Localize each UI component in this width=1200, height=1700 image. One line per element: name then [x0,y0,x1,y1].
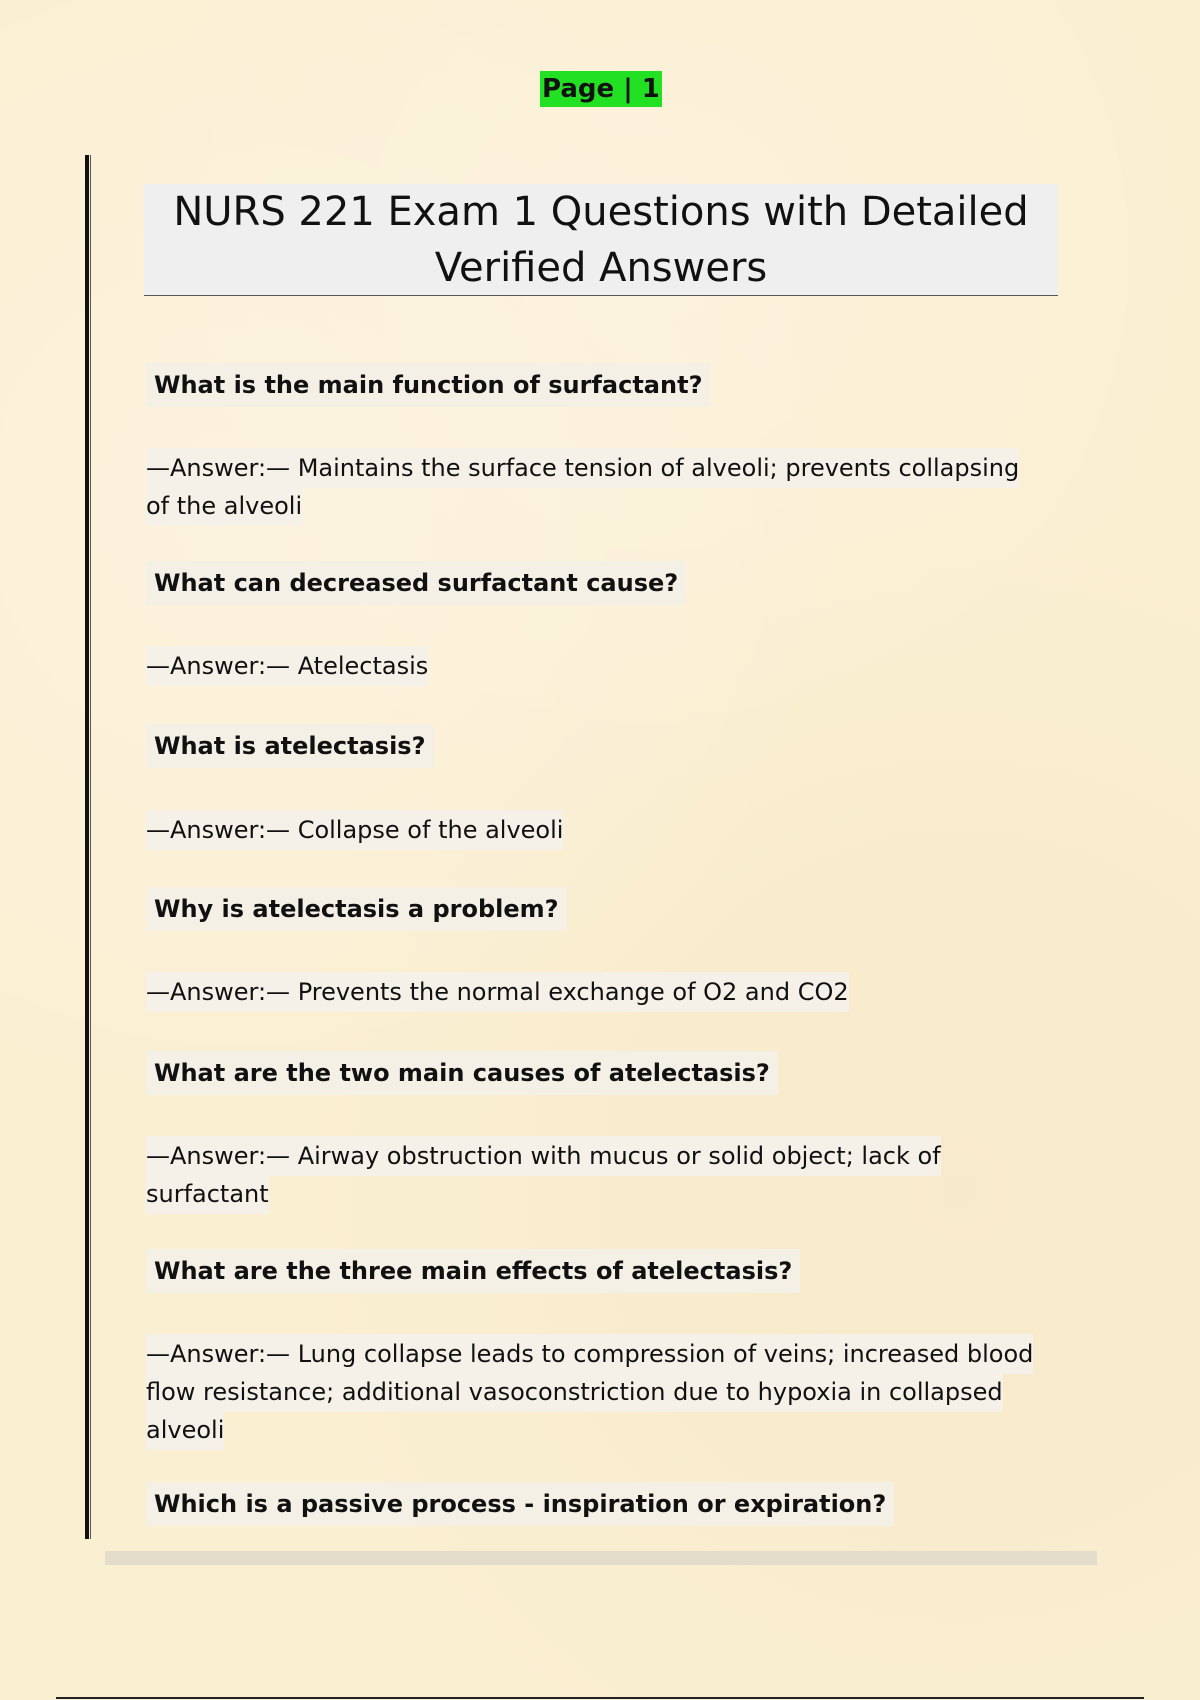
question-text: What are the two main causes of atelectasis? [146,1051,778,1095]
answer-1 [146,449,1036,525]
page-number-label: Page | 1 [540,71,662,107]
answer-text: —Answer:— Prevents the normal exchange of O2 and CO2 [146,972,849,1012]
answer-text: —Answer:— Lung collapse leads to compression of veins; increased blood flow resistance; additional vasoconstriction due to hypoxia in collapsed alveoli [146,1334,1033,1450]
question-text: What can decreased surfactant cause? [146,561,686,605]
question-7 [146,1482,894,1526]
question-text: Why is atelectasis a problem? [146,887,567,931]
question-text: What are the three main effects of atelectasis? [146,1249,800,1293]
question-text: Which is a passive process - inspiration or expiration? [146,1482,894,1526]
answer-text: —Answer:— Maintains the surface tension of alveoli; prevents collapsing of the alveoli [146,448,1019,526]
answer-4 [146,973,1036,1011]
document-title [144,184,1058,296]
question-3 [146,724,434,768]
question-1 [146,363,710,407]
question-text: What is the main function of surfactant? [146,363,710,407]
answer-text: —Answer:— Collapse of the alveoli [146,810,563,850]
question-4 [146,887,567,931]
answer-text: —Answer:— Atelectasis [146,646,428,686]
bottom-shadow-band [105,1551,1097,1565]
answer-text: —Answer:— Airway obstruction with mucus or solid object; lack of surfactant [146,1136,941,1214]
question-5 [146,1051,778,1095]
answer-6 [146,1335,1036,1449]
answer-2 [146,647,1036,685]
question-2 [146,561,686,605]
page-bottom-rule [56,1697,1144,1699]
title-line-1: NURS 221 Exam 1 Questions with Detailed [173,189,1029,235]
answer-5 [146,1137,1036,1213]
left-margin-rule [85,155,89,1539]
question-6 [146,1249,800,1293]
title-line-2: Verified Answers [434,245,768,291]
question-text: What is atelectasis? [146,724,434,768]
answer-3 [146,811,1036,849]
